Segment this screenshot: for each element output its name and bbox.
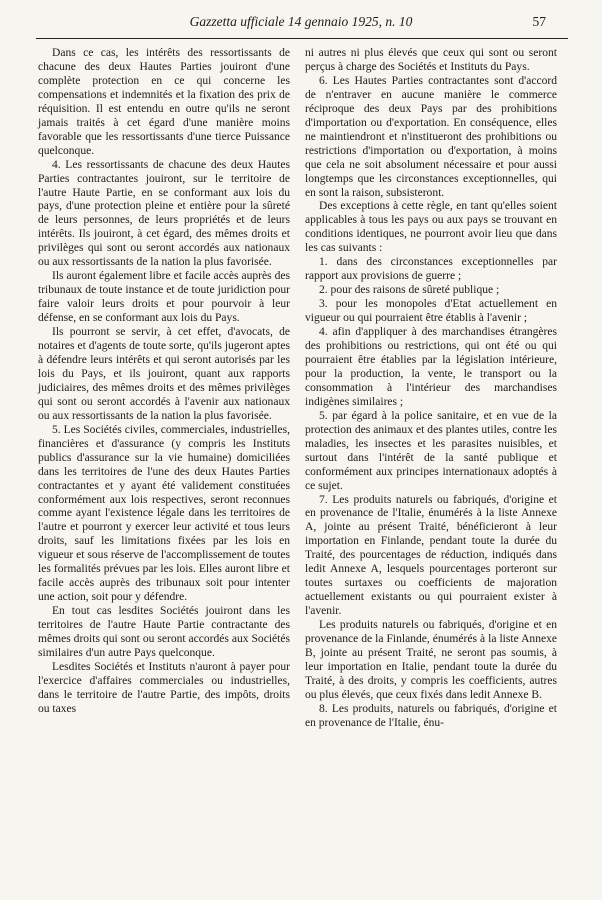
paragraph-continuation: ni autres ni plus élevés que ceux qui sont ou seront perçus à charge des Sociétés et Instituts du Pays. (305, 47, 557, 73)
article-5: 5. Les Sociétés civiles, commerciales, industrielles, financières et d'assurance (y compris les Instituts publics d'assurance sur la vie humaine) domiciliées dans les territoires de l'une des deux Hautes Parties contractantes et y ayant été validement constituées conformément aux lois respectives, seront reconnues comme ayant l'existence légale dans les territoires de l'autre et pourront y exercer leur activité et tous leurs droits, sauf les limitations fixées par les lois en vigueur et sous réserve de l'accomplissement de toutes les formalités prévues par les lois. Elles auront libre et facile accès auprès des tribunaux soit pour intenter une action, soit pour y défendre. (38, 423, 290, 604)
exception-item-5: 5. par égard à la police sanitaire, et en vue de la protection des animaux et des plantes utiles, contre les maladies, les insectes et les parasites nuisibles, et surtout dans l'intérêt de la santé publique et conformément aux principes internationaux adoptés à ce sujet. (305, 409, 557, 492)
exception-item-4: 4. afin d'appliquer à des marchandises étrangères des prohibitions ou restrictions, qui ont été ou qui pourraient être établies par la législation intérieure, pour la production, la vente, le transport ou la consommation à l'intérieur des marchandises indigènes similaires ; (305, 326, 557, 408)
left-column (38, 47, 290, 717)
paragraph-lawyers: Ils pourront se servir, à cet effet, d'avocats, de notaires et d'agents de toute sorte, qu'ils jugeront aptes à défendre leurs intérêts et qui seront autorisés par les lois du Pays, et ils jouiront, quant aux rapports judiciaires, des mêmes droits et des mêmes privilèges qui sont ou seront accordés à l'avenir aux nationaux ou aux ressortissants de la nation la plus favorisée. (38, 326, 290, 422)
paragraph-exceptions: Des exceptions à cette règle, en tant qu'elles soient applicables à tous les pays ou aux pays se trouvant en conditions identiques, ne pourront avoir lieu que dans les cas suivants : (305, 200, 557, 255)
paragraph-courts-access: Ils auront également libre et facile accès auprès des tribunaux de toute instance et de toute juridiction pour faire valoir leurs droits et pour pourvoir à leur défense, en se conformant aux lois du Pays. (38, 270, 290, 325)
exception-item-1: 1. dans des circonstances exceptionnelles par rapport aux provisions de guerre ; (305, 256, 557, 283)
paragraph-annex-b: Les produits naturels ou fabriqués, d'origine et en provenance de la Finlande, énumérés à la liste Annexe B, jointe au présent Traité, ne seront pas soumis, à leur importation en Italie, pendant toute la durée du Traité, à des droits, y compris les coefficients, autres ou plus élevés, que ceux fixés dans ledit Annexe B. (305, 619, 557, 701)
gazette-title: Gazzetta ufficiale 14 gennaio 1925, n. 10 (189, 14, 413, 29)
article-6: 6. Les Hautes Parties contractantes sont d'accord de n'entraver en aucune manière le commerce réciproque des deux Pays par des prohibitions d'importation ou d'exportation. En conséquence, elles ne maintiendront et n'institueront des prohibitions ou restrictions d'importation ou d'exportation, à moins que cela ne soit absolument nécessaire et pour aussi longtemps que les circonstances exceptionnelles, qui en sont la raison, subsisteront. (305, 74, 557, 199)
article-7: 7. Les produits naturels ou fabriqués, d'origine et en provenance de l'Italie, énumérés à la liste Annexe A, jointe au présent Traité, bénéficieront à leur importation en Finlande, pendant toute la durée du Traité, des pourcentages de réduction, indiqués dans ledit Annexe A, lesquels pourcentages porteront sur toutes surtaxes ou coefficients de majoration actuellement existants ou qui pourraient exister à l'avenir. (305, 493, 557, 618)
paragraph-companies-taxes: Lesdites Sociétés et Instituts n'auront à payer pour l'exercice d'affaires commerciales ou industrielles, dans le territoire de l'autre Partie, des impôts, droits ou taxes (38, 660, 290, 715)
paragraph-requisition: Dans ce cas, les intérêts des ressortissants de chacune des deux Hautes Parties jouiront d'une complète protection en ce qui concerne les compensations et indemnités et la fixation des prix de réquisition. Il est entendu en outre qu'ils ne seront jamais traités à cet égard d'une manière moins favorable que les ressortissants d'une tierce Puissance quelconque. (38, 47, 290, 157)
page-header (0, 14, 602, 34)
right-column (305, 47, 557, 731)
paragraph-companies-rights: En tout cas lesdites Sociétés jouiront dans les territoires de l'autre Haute Partie contractante des mêmes droits qui sont ou seront accordés aux Sociétés similaires d'un autre Pays quelconque. (38, 605, 290, 659)
exception-item-2: 2. pour des raisons de sûreté publique ; (319, 284, 500, 297)
header-rule (36, 38, 568, 39)
article-4: 4. Les ressortissants de chacune des deux Hautes Parties contractantes jouiront, sur le territoire de l'autre Haute Partie, en se conformant aux lois du pays, d'une protection pleine et entière pour la sûreté de leurs personnes, de leurs propriétés et de leurs intérêts. Ils jouiront, à cet égard, des mêmes droits et privilèges qui sont ou seront accordés aux nationaux ou aux ressortissants de la nation la plus favorisée. (38, 158, 290, 269)
exception-item-3: 3. pour les monopoles d'Etat actuellement en vigueur ou qui pourraient être établis à l'avenir ; (305, 298, 557, 325)
article-8: 8. Les produits, naturels ou fabriqués, d'origine et en provenance de l'Italie, énu- (305, 702, 557, 729)
page-number: 57 (532, 14, 546, 29)
